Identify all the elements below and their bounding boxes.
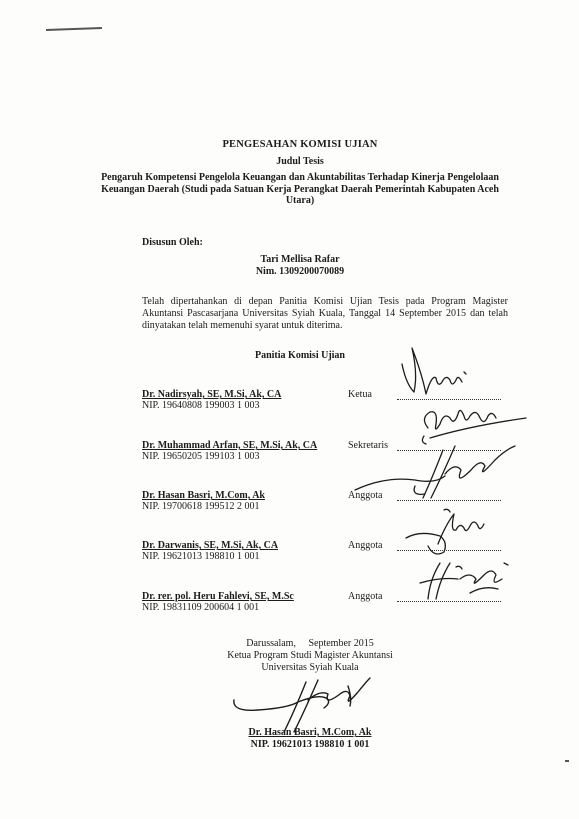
- committee-member: [142, 591, 294, 613]
- member-role: Sekretaris: [348, 440, 388, 451]
- closing-name: Dr. Hasan Basri, M.Com, Ak: [248, 727, 372, 738]
- committee-member: [142, 440, 317, 462]
- member-name: Dr. Hasan Basri, M.Com, Ak: [142, 490, 265, 501]
- signature-ketua: [392, 344, 502, 404]
- signature-anggota-1: [345, 440, 520, 510]
- member-nip: NIP. 19831109 200604 1 001: [142, 602, 260, 613]
- committee-member: [142, 540, 278, 562]
- member-nip: NIP. 19640808 199003 1 003: [142, 400, 260, 411]
- member-nip: NIP. 19621013 198810 1 001: [142, 551, 260, 562]
- member-name: Dr. Muhammad Arfan, SE, M.Si, Ak, CA: [142, 440, 318, 451]
- judul-label: Judul Tesis: [276, 156, 324, 167]
- closing-role: Ketua Program Studi Magister Akuntansi: [227, 650, 393, 661]
- disusun-label: Disusun Oleh:: [142, 237, 203, 248]
- closing-nip: NIP. 19621013 198810 1 001: [250, 739, 370, 750]
- member-role: Anggota: [348, 490, 383, 501]
- member-nip: NIP. 19700618 199512 2 001: [142, 501, 260, 512]
- approval-statement: Telah dipertahankan di depan Panitia Komisi Ujian Tesis pada Program Magister Akuntansi Pascasarjana Universitas Syiah Kuala, Tanggal 14 September 2015 dan telah dinyatakan telah memenuhi syarat untuk diterima.: [142, 296, 508, 331]
- committee-member: [142, 490, 265, 512]
- member-nip: NIP. 19650205 199103 1 003: [142, 451, 260, 462]
- author-nim: Nim. 1309200070089: [255, 266, 345, 277]
- member-name: Dr. Darwanis, SE, M.Si, Ak, CA: [142, 540, 279, 551]
- closing-place-date: Darussalam, September 2015: [246, 638, 374, 649]
- member-role: Anggota: [348, 591, 383, 602]
- document-title: PENGESAHAN KOMISI UJIAN: [222, 139, 378, 150]
- member-name: Dr. rer. pol. Heru Fahlevi, SE, M.Sc: [142, 591, 294, 602]
- scan-artifact: [46, 27, 102, 31]
- thesis-title: Pengaruh Kompetensi Pengelola Keuangan dan Akuntabilitas Terhadap Kinerja Pengelolaan Keuangan Daerah (Studi pada Satuan Kerja Perangkat Daerah Pemerintah Kabupaten Aceh Utara): [101, 172, 499, 206]
- closing-university: Universitas Syiah Kuala: [261, 662, 359, 673]
- author-name: Tari Mellisa Rafar: [260, 254, 340, 265]
- scan-artifact: [565, 760, 569, 762]
- member-name: Dr. Nadirsyah, SE, M.Si, Ak, CA: [142, 389, 282, 400]
- signature-anggota-3: [400, 553, 515, 608]
- panel-heading: Panitia Komisi Ujian: [254, 350, 345, 361]
- member-role: Anggota: [348, 540, 383, 551]
- member-role: Ketua: [348, 389, 372, 400]
- committee-member: [142, 389, 281, 411]
